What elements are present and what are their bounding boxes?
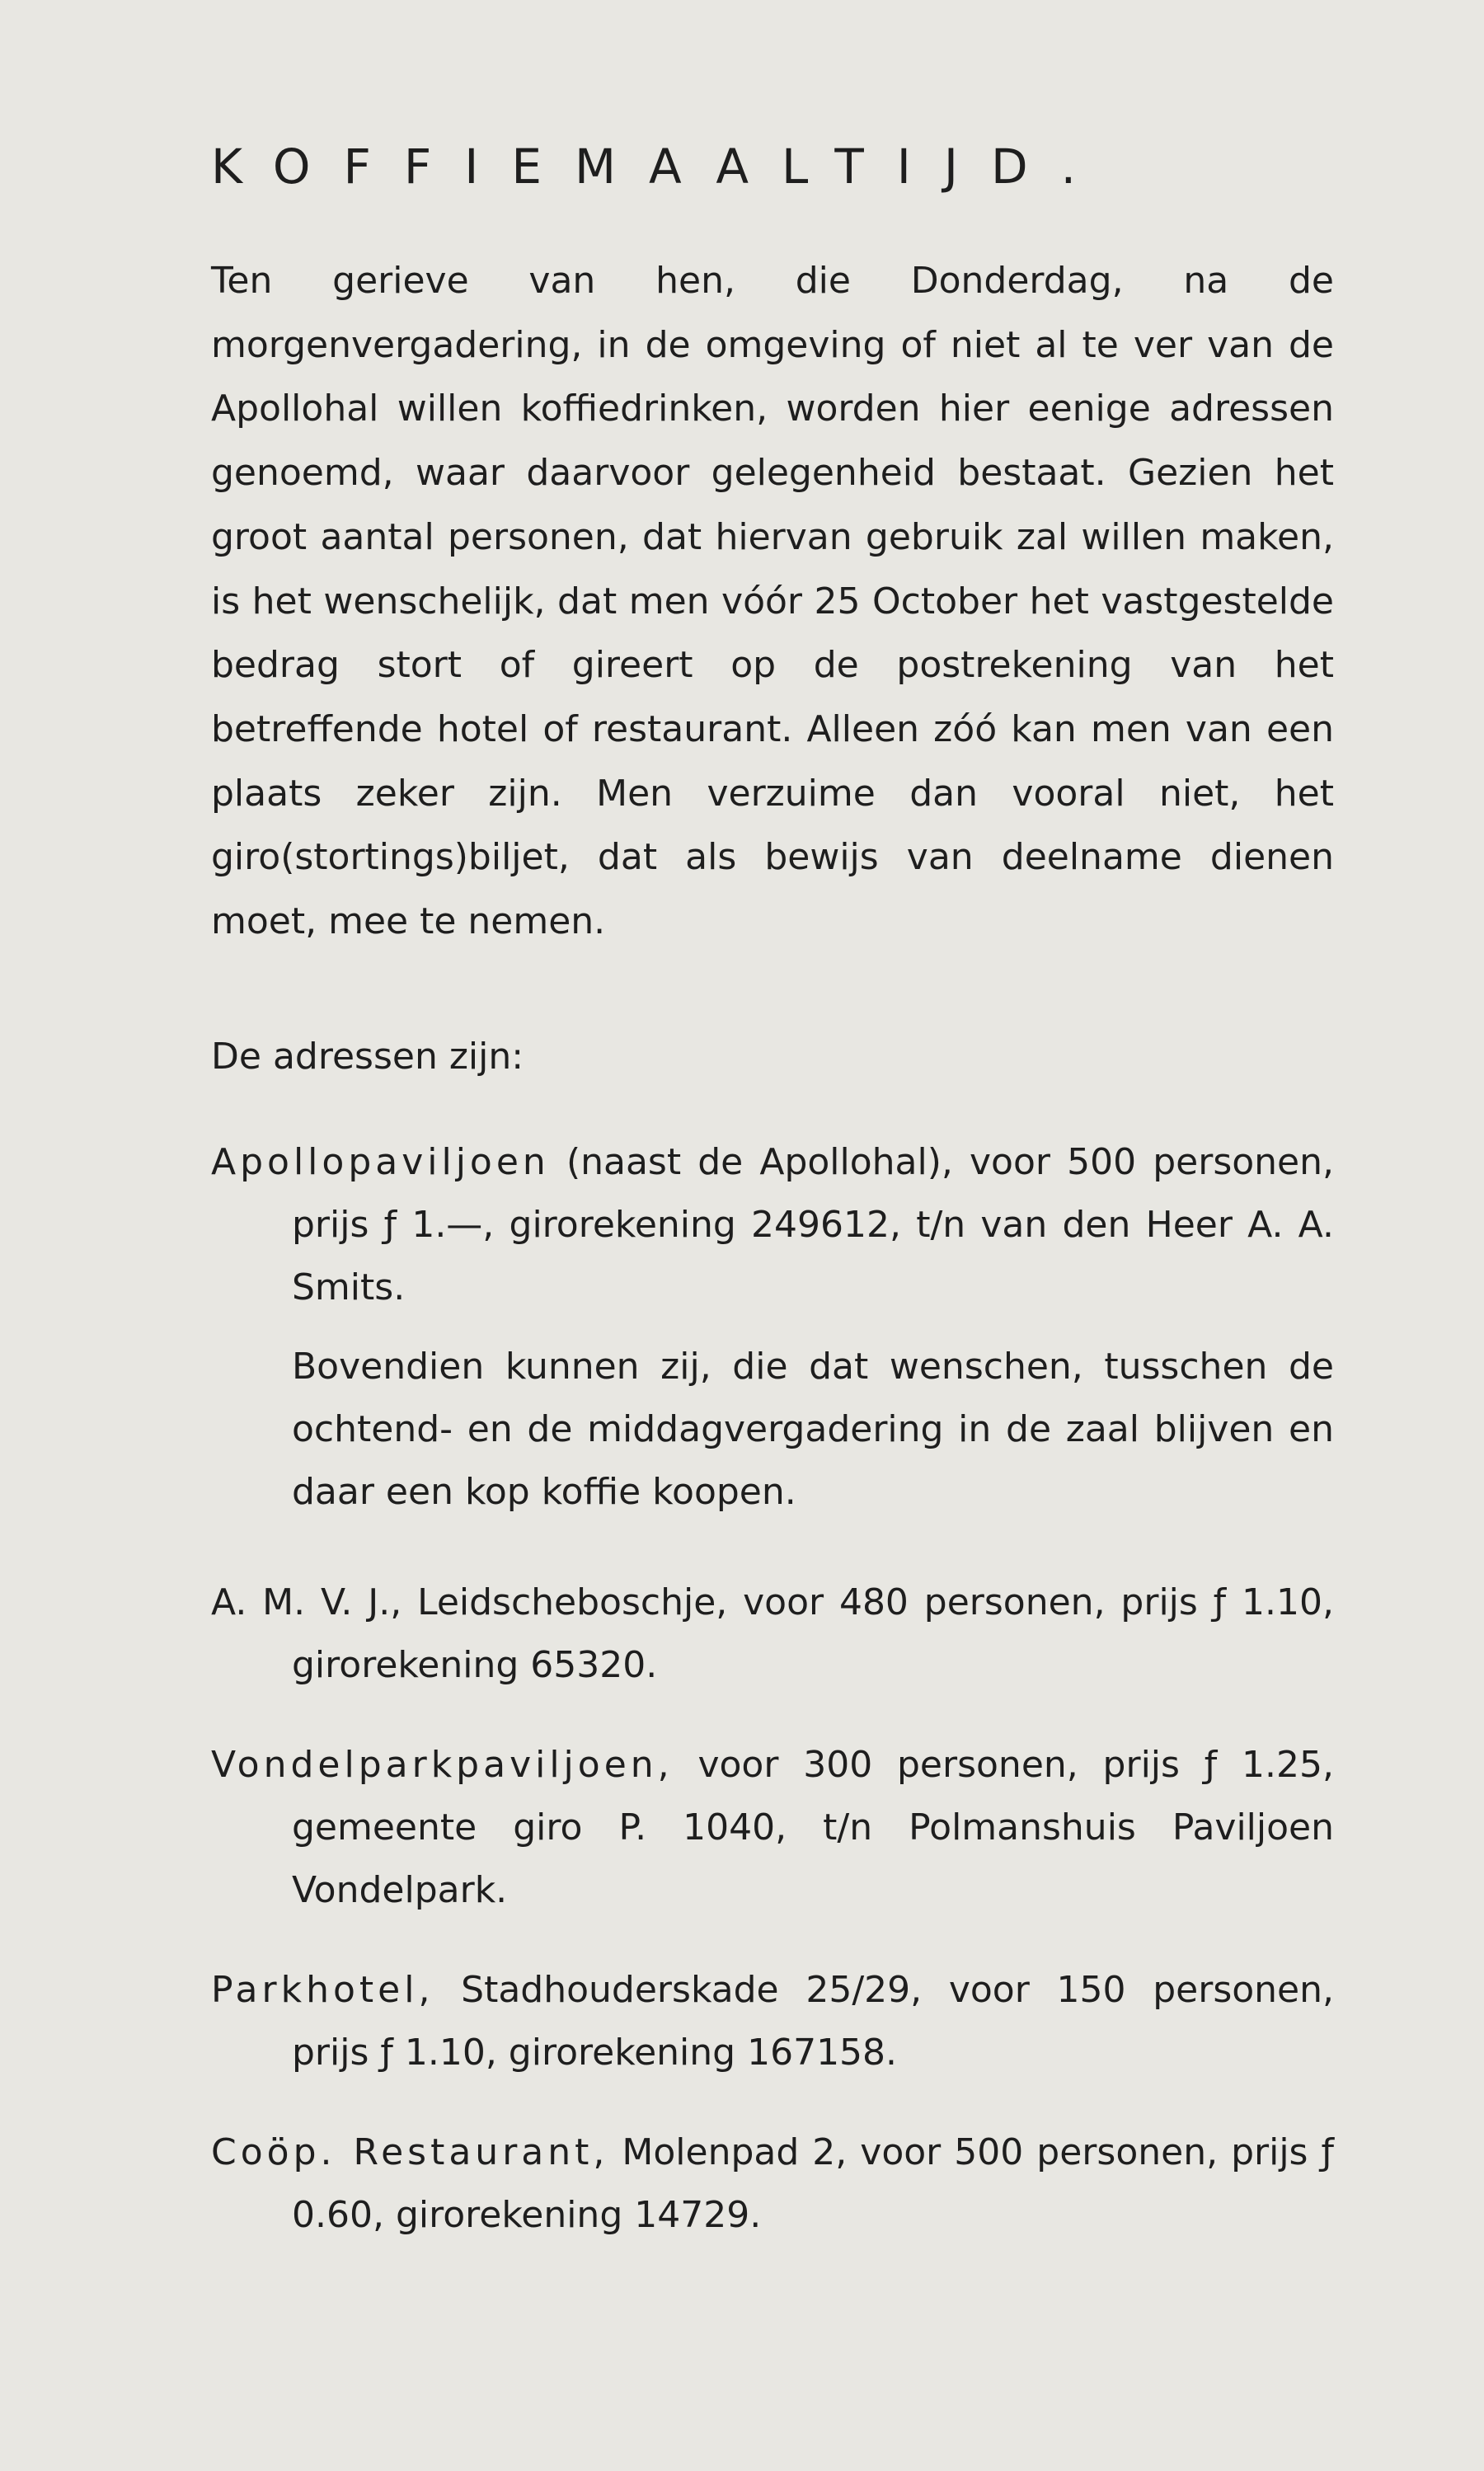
document-page [211, 132, 1334, 2247]
address-entry-parkhotel [211, 1959, 1334, 2084]
address-entry-vondelparkpaviljoen [211, 1734, 1334, 1922]
address-details: Leidscheboschje, voor 480 personen, prijs ƒ 1.10, girorekening 65320. [292, 1581, 1334, 1686]
address-details: Molenpad 2, voor 500 personen, prijs ƒ 0.60, girorekening 14729. [292, 2130, 1334, 2236]
addresses-heading: De adressen zijn: [211, 1035, 524, 1078]
address-details: (naast de Apollohal), voor 500 personen, prijs ƒ 1.—, girorekening 249612, t/n van den Heer A. A. Smits. [292, 1140, 1334, 1308]
address-entry-coop-restaurant [211, 2121, 1334, 2247]
address-name: A. M. V. J., [211, 1581, 402, 1623]
address-name: Vondelparkpaviljoen, [211, 1743, 674, 1786]
address-entry-apollopaviljoen [211, 1131, 1334, 1319]
page-title: KOFFIEMAALTIJD. [211, 139, 1110, 195]
intro-paragraph: Ten gerieve van hen, die Donderdag, na de morgenvergadering, in de omgeving of niet al te ver van de Apollohal willen koffiedrinken, worden hier eenige adressen genoemd, waar daarvoor gelegenheid bestaat. Gezien het groot aantal personen, dat hiervan gebruik zal willen maken, is het wenschelijk, dat men vóór 25 October het vastgestelde bedrag stort of gireert op de postrekening van het betreffende hotel of restaurant. Alleen zóó kan men van een plaats zeker zijn. Men verzuime dan vooral niet, het giro(stortings)biljet, dat als bewijs van deelname dienen moet, mee te nemen. [211, 260, 1334, 943]
address-entry-amvj [211, 1571, 1334, 1697]
apollopaviljoen-note: Bovendien kunnen zij, die dat wenschen, tusschen de ochtend- en de middagvergadering in de zaal blijven en daar een kop koffie koopen. [292, 1345, 1334, 1513]
address-name: Parkhotel, [211, 1968, 434, 2011]
address-details: voor 300 personen, prijs ƒ 1.25, gemeente giro P. 1040, t/n Polmanshuis Paviljoen Vondelpark. [292, 1743, 1334, 1911]
address-name: Apollopaviljoen [211, 1140, 550, 1183]
address-name: Coöp. Restaurant, [211, 2130, 609, 2173]
address-details: Stadhouderskade 25/29, voor 150 personen, prijs ƒ 1.10, girorekening 167158. [292, 1968, 1334, 2074]
